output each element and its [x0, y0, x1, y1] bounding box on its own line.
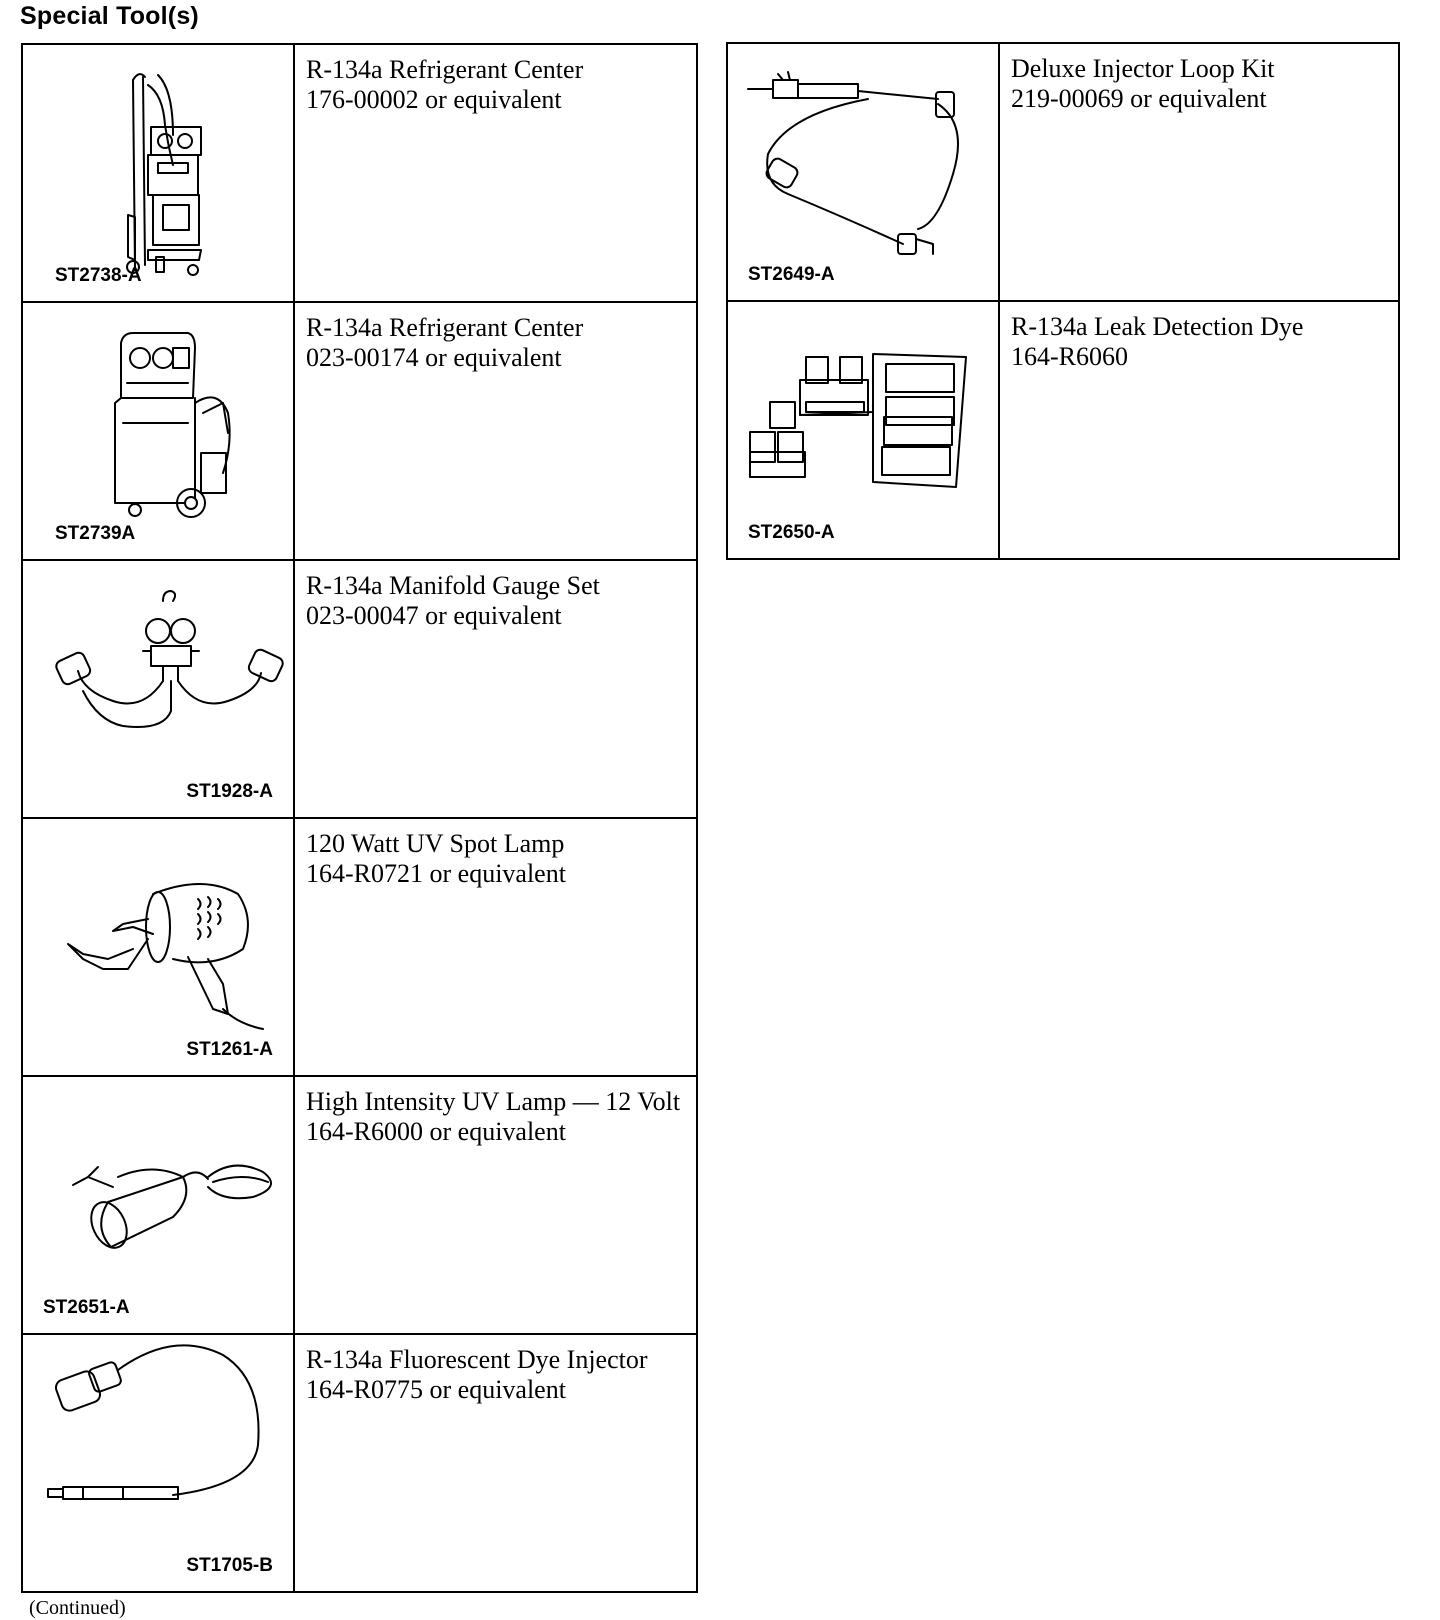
tool-row [22, 44, 697, 302]
tool-description-cell [294, 44, 697, 302]
tool-description-cell [294, 560, 697, 818]
tool-name: R-134a Manifold Gauge Set [306, 571, 600, 600]
tool-row [22, 1334, 697, 1592]
tool-row [22, 1076, 697, 1334]
tool-illustration-cell [727, 301, 999, 559]
tool-illustration-cell [22, 1334, 294, 1592]
continued-note: (Continued) [29, 1597, 126, 1619]
tool-part-number: 164-R6060 [1011, 342, 1128, 371]
tool-part-number: 219-00069 or equivalent [1011, 84, 1267, 113]
tool-name: Deluxe Injector Loop Kit [1011, 54, 1275, 83]
tool-illustration-cell [22, 1076, 294, 1334]
tool-code: ST2738-A [55, 265, 142, 286]
tool-code: ST1705-B [186, 1555, 273, 1576]
uv-spot-lamp-icon [23, 819, 293, 1075]
tool-row [22, 560, 697, 818]
tool-part-number: 023-00174 or equivalent [306, 343, 562, 372]
refrigerant-center-cart-icon [23, 45, 293, 301]
manifold-gauge-set-icon [23, 561, 293, 817]
refrigerant-center-wheeled-icon [23, 303, 293, 559]
tool-name: R-134a Refrigerant Center [306, 313, 584, 342]
tool-part-number: 023-00047 or equivalent [306, 601, 562, 630]
tool-row [727, 43, 1399, 301]
tool-code: ST2649-A [748, 264, 835, 285]
tool-name: R-134a Fluorescent Dye Injector [306, 1345, 648, 1374]
tool-description-cell [999, 43, 1399, 301]
tool-row [22, 818, 697, 1076]
tool-illustration-cell [22, 818, 294, 1076]
injector-loop-kit-icon [728, 44, 998, 300]
tool-code: ST2650-A [748, 522, 835, 543]
tool-illustration-cell [22, 44, 294, 302]
tool-illustration-cell [22, 302, 294, 560]
tool-code: ST2651-A [43, 1297, 130, 1318]
leak-detection-dye-icon [728, 302, 998, 558]
tool-code: ST1928-A [186, 781, 273, 802]
tool-description-cell [999, 301, 1399, 559]
tool-row [727, 301, 1399, 559]
special-tools-table-left [21, 43, 698, 1593]
tool-code: ST2739A [55, 523, 136, 544]
tool-row [22, 302, 697, 560]
tool-illustration-cell [22, 560, 294, 818]
section-title: Special Tool(s) [20, 2, 199, 30]
tool-illustration-cell [727, 43, 999, 301]
tool-code: ST1261-A [186, 1039, 273, 1060]
tool-part-number: 164-R0775 or equivalent [306, 1375, 566, 1404]
tool-description-cell [294, 818, 697, 1076]
tool-description-cell [294, 302, 697, 560]
tool-name: High Intensity UV Lamp — 12 Volt [306, 1087, 681, 1116]
dye-injector-icon [23, 1335, 293, 1591]
tool-part-number: 164-R6000 or equivalent [306, 1117, 566, 1146]
tool-name: R-134a Refrigerant Center [306, 55, 584, 84]
tool-description-cell [294, 1334, 697, 1592]
uv-lamp-12v-icon [23, 1077, 293, 1333]
tool-name: 120 Watt UV Spot Lamp [306, 829, 565, 858]
tool-name: R-134a Leak Detection Dye [1011, 312, 1304, 341]
special-tools-table-right [726, 42, 1400, 560]
tool-description-cell [294, 1076, 697, 1334]
tool-part-number: 176-00002 or equivalent [306, 85, 562, 114]
tool-part-number: 164-R0721 or equivalent [306, 859, 566, 888]
